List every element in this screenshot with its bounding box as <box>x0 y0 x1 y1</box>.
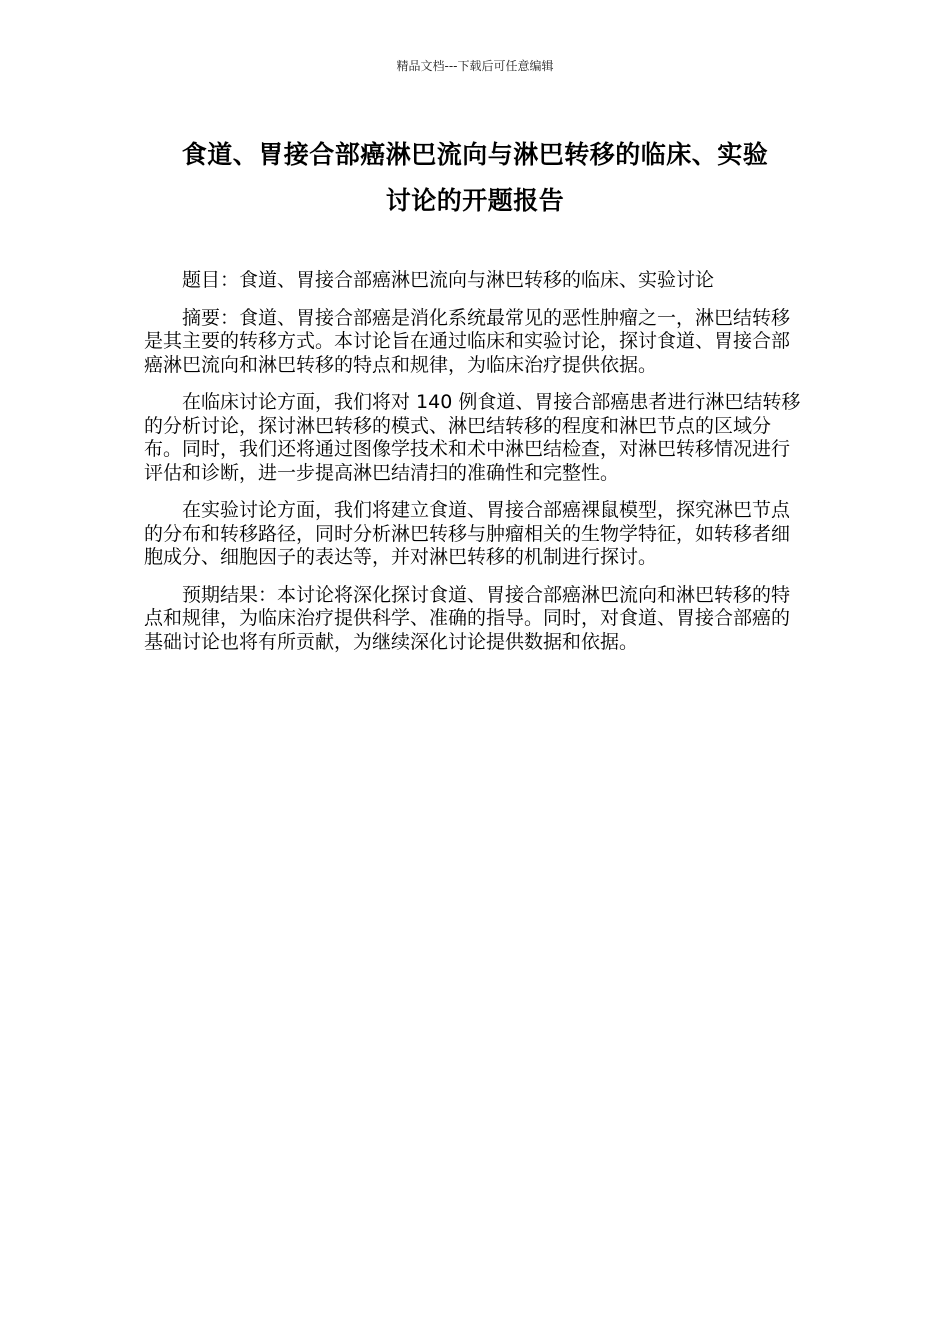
document-body <box>144 269 808 668</box>
document-title-line-2: 讨论的开题报告 <box>385 186 565 215</box>
document-title <box>140 132 810 224</box>
paragraph-clinical-study: 在临床讨论方面，我们将对 140 例食道、胃接合部癌患者进行淋巴结转移的分析讨论，探讨淋巴转移的模式、淋巴结转移的程度和淋巴节点的区域分布。同时，我们还将通过图像学技术和术中淋巴结检查，对淋巴转移情况进行评估和诊断，进一步提高淋巴结清扫的准确性和完整性。 <box>144 391 801 484</box>
paragraph-experimental-study: 在实验讨论方面，我们将建立食道、胃接合部癌裸鼠模型，探究淋巴节点的分布和转移路径，同时分析淋巴转移与肿瘤相关的生物学特征，如转移者细胞成分、细胞因子的表达等，并对淋巴转移的机制进行探讨。 <box>144 499 791 568</box>
paragraph-topic: 题目：食道、胃接合部癌淋巴流向与淋巴转移的临床、实验讨论 <box>182 269 715 291</box>
paragraph-abstract: 摘要：食道、胃接合部癌是消化系统最常见的恶性肿瘤之一，淋巴结转移是其主要的转移方式。本讨论旨在通过临床和实验讨论，探讨食道、胃接合部癌淋巴流向和淋巴转移的特点和规律，为临床治疗提供依据。 <box>144 306 791 376</box>
document-title-line-1: 食道、胃接合部癌淋巴流向与淋巴转移的临床、实验 <box>181 140 769 169</box>
paragraph-expected-results: 预期结果：本讨论将深化探讨食道、胃接合部癌淋巴流向和淋巴转移的特点和规律，为临床治疗提供科学、准确的指导。同时，对食道、胃接合部癌的基础讨论也将有所贡献，为继续深化讨论提供数据和依据。 <box>144 583 791 653</box>
header-note: 精品文档---下载后可任意编辑 <box>396 59 554 73</box>
